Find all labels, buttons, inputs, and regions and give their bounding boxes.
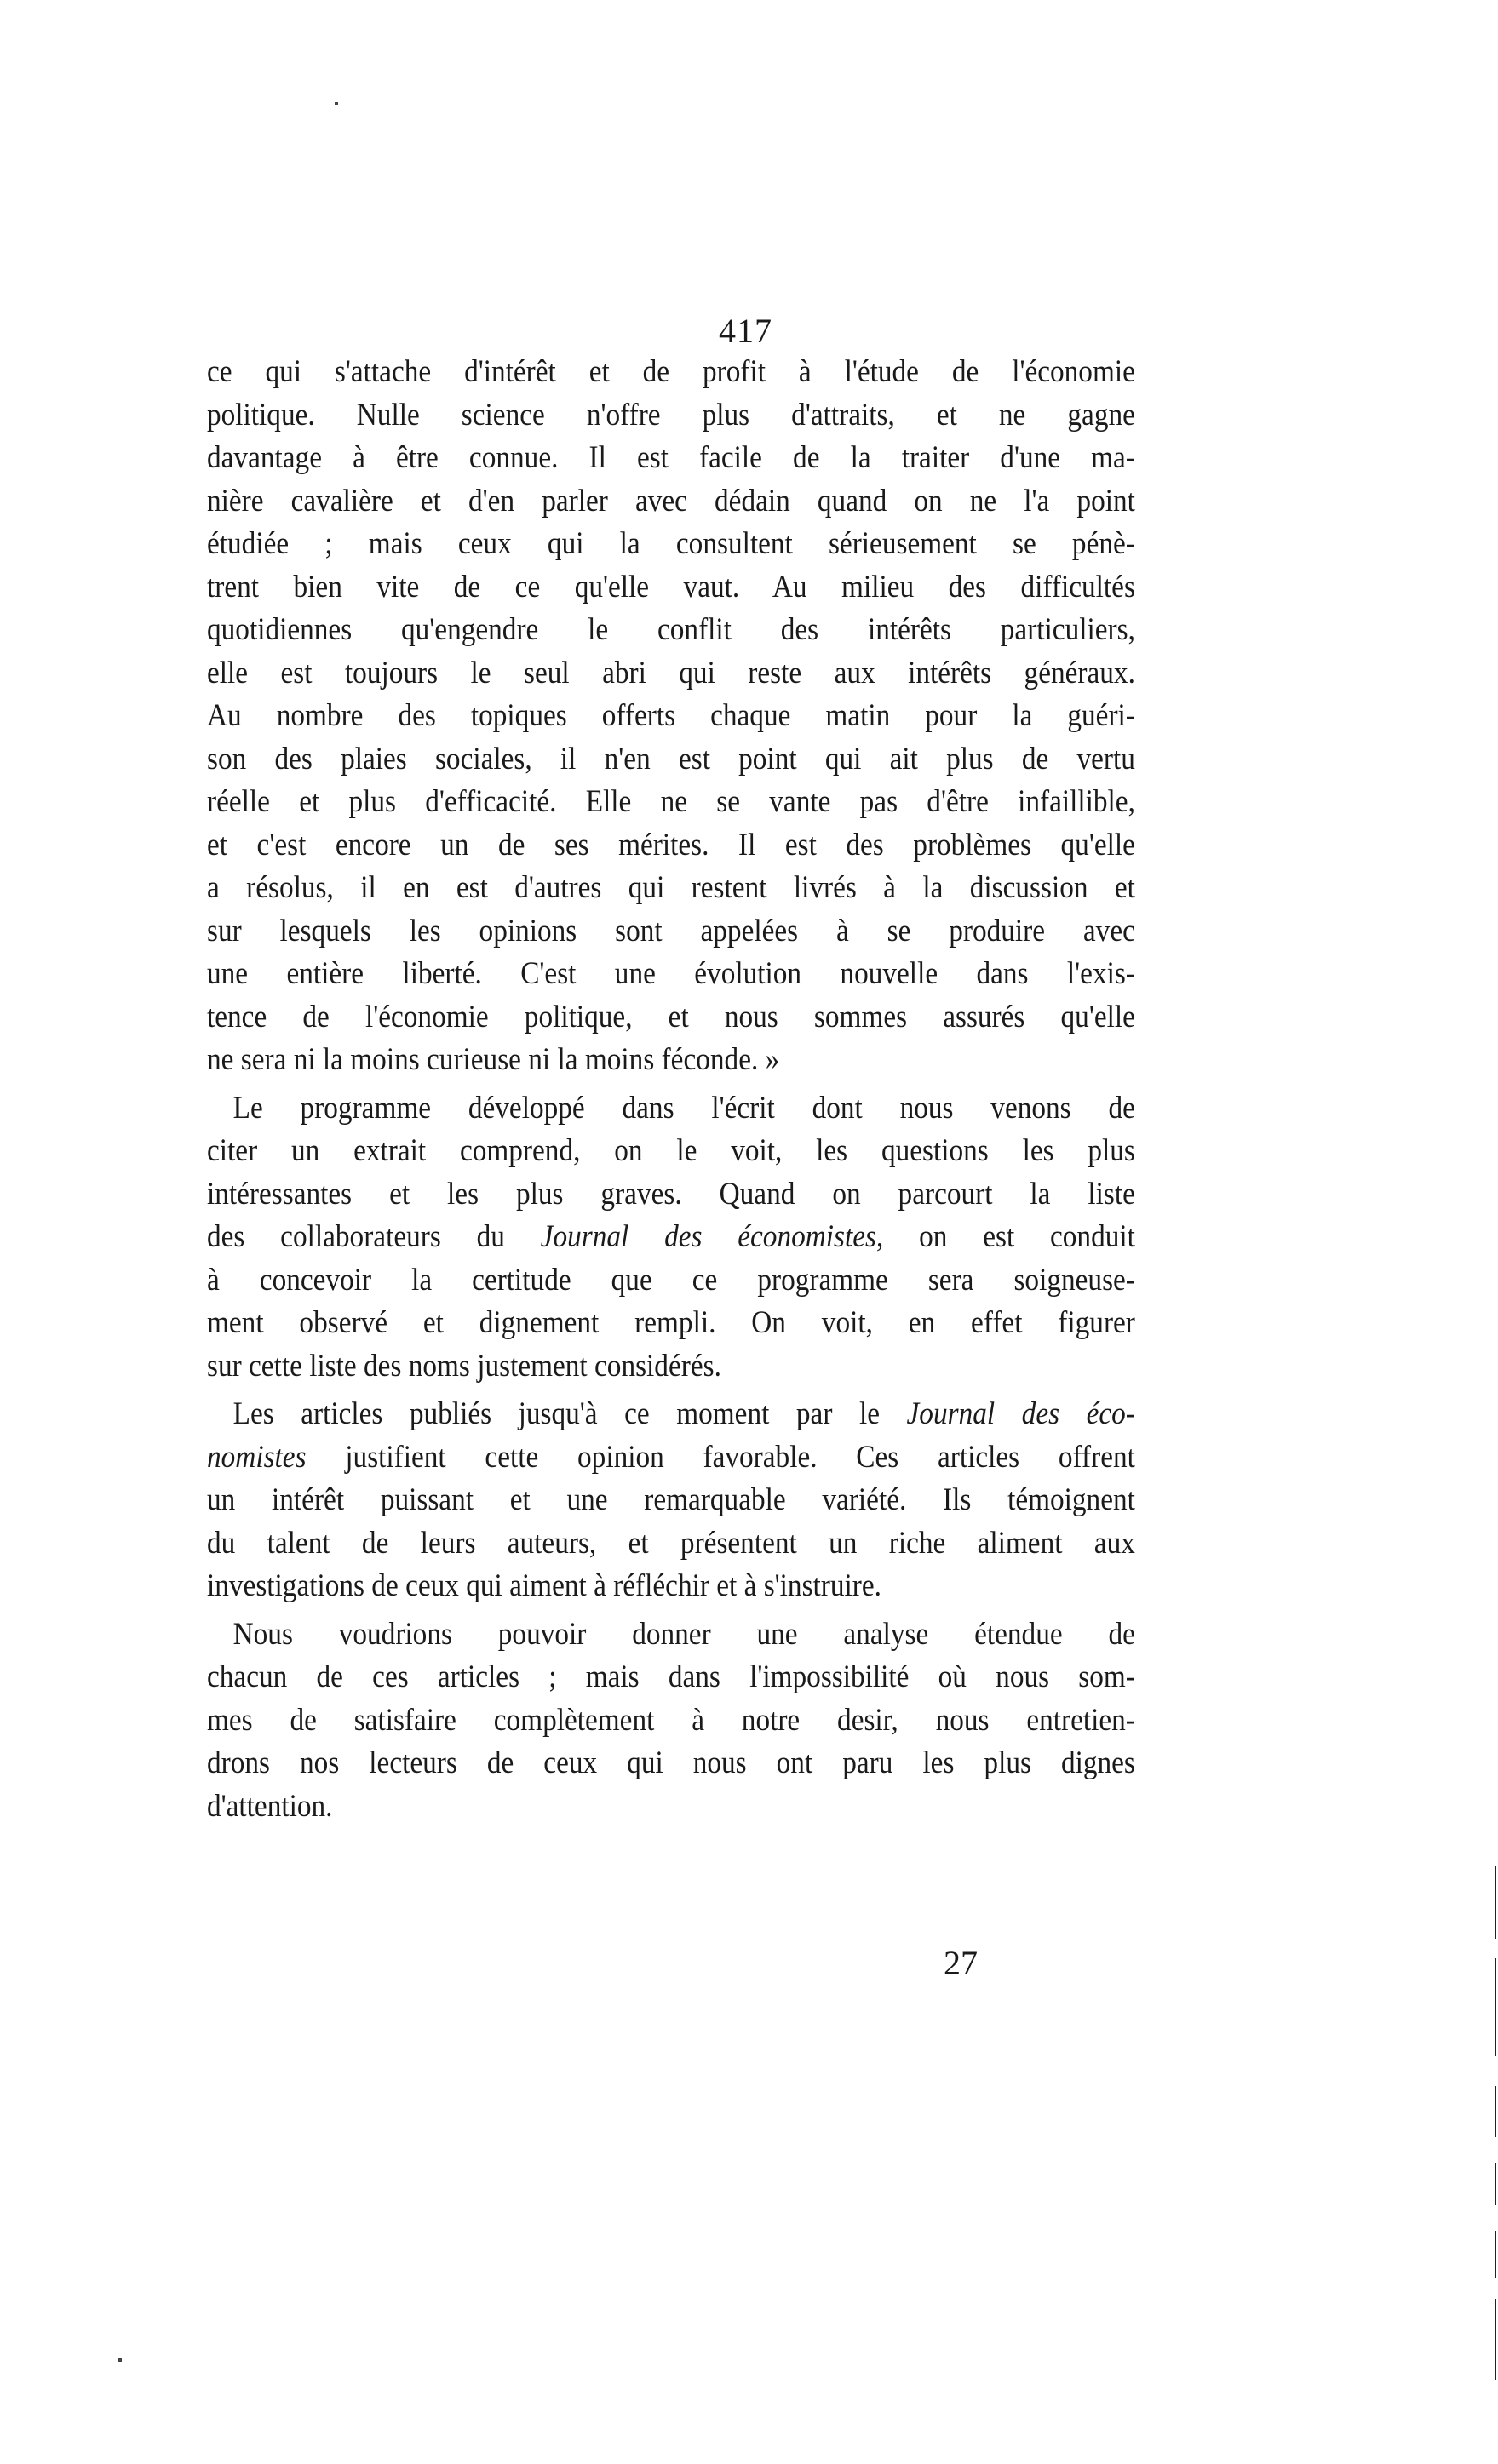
text-line: réelle et plus d'efficacité. Elle ne se vante pas d'être infaillible, — [207, 784, 1135, 819]
text-line: une entière liberté. C'est une évolution nouvelle dans l'exis- — [207, 956, 1135, 991]
text-line: intéressantes et les plus graves. Quand on parcourt la liste — [207, 1176, 1135, 1212]
text-line: tence de l'économie politique, et nous sommes assurés qu'elle — [207, 999, 1135, 1034]
italic-title: Journal des économistes — [540, 1219, 877, 1254]
text-line: mes de satisfaire complètement à notre desir, nous entretien- — [207, 1702, 1135, 1738]
text-line: Nous voudrions pouvoir donner une analyse étendue de — [232, 1616, 1135, 1652]
signature-mark: 27 — [944, 1944, 978, 1982]
text-line: à concevoir la certitude que ce programme sera soigneuse- — [207, 1262, 1135, 1298]
paragraph — [207, 351, 1135, 1082]
text-line: chacun de ces articles ; mais dans l'impossibilité où nous som- — [207, 1659, 1135, 1694]
text-line: politique. Nulle science n'offre plus d'attraits, et ne gagne — [207, 397, 1135, 433]
text-line: quotidiennes qu'engendre le conflit des intérêts particuliers, — [207, 612, 1135, 647]
text-line: ce qui s'attache d'intérêt et de profit à l'étude de l'économie — [207, 354, 1135, 389]
text-line: sur cette liste des noms justement considérés. — [207, 1348, 721, 1384]
scan-edge-line — [1495, 2163, 1496, 2205]
paragraph — [207, 1393, 1135, 1608]
italic-title: Journal des éco- — [906, 1396, 1135, 1431]
scan-edge-line — [1495, 2086, 1496, 2137]
paragraph — [207, 1087, 1135, 1389]
body-text — [207, 351, 1135, 1828]
text-line: drons nos lecteurs de ceux qui nous ont paru les plus dignes — [207, 1745, 1135, 1780]
scan-speck — [118, 2358, 122, 2362]
scan-edge-line — [1495, 1866, 1496, 1939]
text-line: son des plaies sociales, il n'en est point qui ait plus de vertu — [207, 741, 1135, 776]
paragraph — [207, 1613, 1135, 1829]
scan-edge-line — [1495, 2299, 1496, 2380]
scan-edge-line — [1495, 2231, 1496, 2278]
text-line: investigations de ceux qui aiment à réfléchir et à s'instruire. — [207, 1568, 881, 1603]
page-number: 417 — [719, 312, 772, 350]
text-line: ne sera ni la moins curieuse ni la moins féconde. » — [207, 1042, 780, 1077]
text-line: un intérêt puissant et une remarquable variété. Ils témoignent — [207, 1482, 1135, 1517]
text-line: étudiée ; mais ceux qui la consultent sérieusement se pénè- — [207, 526, 1135, 561]
text-line: et c'est encore un de ses mérites. Il est des problèmes qu'elle — [207, 827, 1135, 862]
text-line: ment observé et dignement rempli. On voit, en effet figurer — [207, 1305, 1135, 1340]
text-line: citer un extrait comprend, on le voit, les questions les plus — [207, 1133, 1135, 1168]
scan-speck — [335, 102, 338, 105]
italic-title: nomistes — [207, 1439, 307, 1475]
text-line: sur lesquels les opinions sont appelées à se produire avec — [207, 913, 1135, 948]
text-line: du talent de leurs auteurs, et présentent un riche aliment aux — [207, 1525, 1135, 1561]
text-line: Le programme développé dans l'écrit dont nous venons de — [232, 1090, 1135, 1126]
text-line: nomistes justifient cette opinion favorable. Ces articles offrent — [207, 1439, 1135, 1475]
text-line: davantage à être connue. Il est facile de la traiter d'une ma- — [207, 440, 1135, 475]
scan-edge-line — [1495, 1958, 1496, 2056]
text-line: elle est toujours le seul abri qui reste aux intérêts généraux. — [207, 655, 1135, 690]
text-line: d'attention. — [207, 1788, 333, 1824]
text-line: a résolus, il en est d'autres qui restent livrés à la discussion et — [207, 870, 1135, 905]
text-line: Les articles publiés jusqu'à ce moment par le Journal des éco- — [232, 1396, 1135, 1431]
text-line: Au nombre des topiques offerts chaque matin pour la guéri- — [207, 698, 1135, 733]
text-line: nière cavalière et d'en parler avec dédain quand on ne l'a point — [207, 483, 1135, 519]
text-line: des collaborateurs du Journal des économistes, on est conduit — [207, 1219, 1135, 1254]
text-line: trent bien vite de ce qu'elle vaut. Au milieu des difficultés — [207, 569, 1135, 605]
